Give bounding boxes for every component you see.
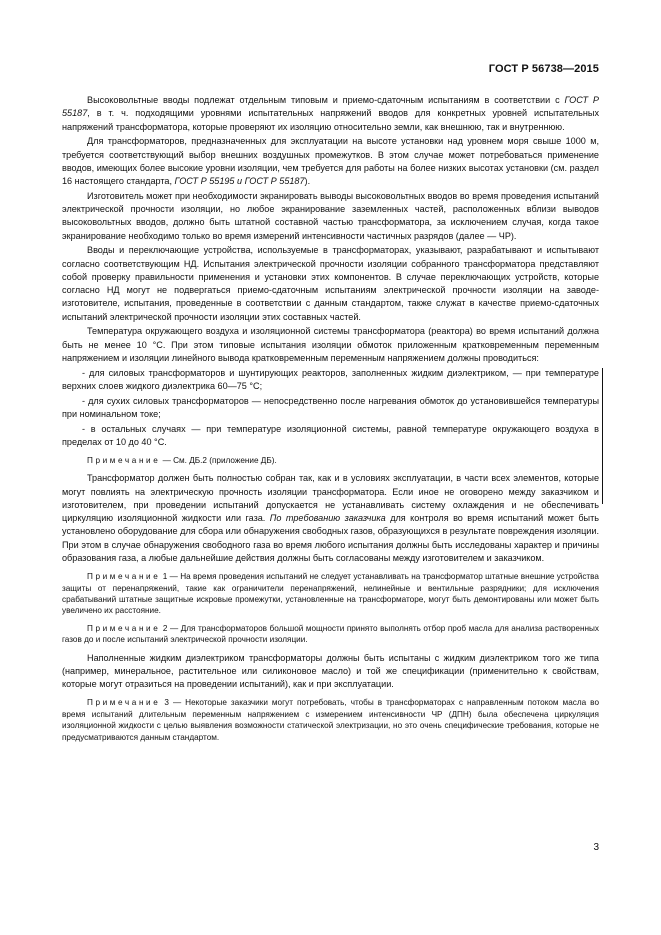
standard-reference: ГОСТ Р 55187: [62, 95, 599, 119]
paragraph-switching-devices: Вводы и переключающие устройства, используемые в трансформаторах, указывают, разрабатывают и испытывают согласно соответствующим НД. Испытания электрической прочности изоляции собранного трансформатора представляют собой проверку правильности применения и установки этих компонентов. В случае переключающих устройств, которые согласно НД могут не подвергаться приемо-сдаточным испытаниям электрической прочности изоляции на заводе-изготовителе, испытания, проведенные в соответствии с данным стандартом, также служат в качестве приемо-сдаточных испытаний электрической прочности изоляции этих составных частей.: [62, 245, 599, 322]
document-body: [62, 94, 599, 749]
note-label: Примечание: [87, 698, 161, 708]
revision-bar: [602, 368, 603, 504]
italic-phrase: По требованию заказчика: [269, 513, 386, 524]
standard-reference: ГОСТ Р 55195 и ГОСТ Р 55187: [174, 176, 305, 186]
paragraph-assembly: Трансформатор должен быть полностью собран так, как и в условиях эксплуатации, в части всех элементов, которые могут повлиять на электрическую прочность изоляции трансформатора. Если иное не оговорено между заказчиком и изготовителем, при проведении испытаний допускается не устанавливать систему охлаждения и не обеспечивать циркуляцию изоляционной жидкости или газа. По требованию заказчика для контроля во время испытаний может быть установлено оборудование для сбора или обнаружения свободных газов, образующихся в результате повреждения изоляции. При этом в случае обнаружения свободного газа во время любого испытания должны быть исследованы характер и причины образования газа, а любые дальнейшие действия должны быть согласованы между изготовителем и заказчиком.: [62, 473, 599, 563]
note: Примечание — См. ДБ.2 (приложение ДБ).: [87, 456, 277, 465]
note: Примечание 3 — Некоторые заказчики могут потребовать, чтобы в трансформаторах с направленным потоком масла во время испытаний длительным переменным напряжением с измерением интенсивности ЧР (ДПН) была обеспечена циркуляция изоляционной жидкости с целью выявления возможности статической электризации, но это очень специфические требования, которые не предусматриваются данным стандартом.: [62, 698, 599, 742]
paragraph-shielding: Изготовитель может при необходимости экранировать выводы высоковольтных вводов во время проведения испытаний электрической прочности изоляции, но любое экранирование заземленных частей, расположенных вблизи выводов высоковольтных вводов, должно быть штатной составной частью трансформатора, за исключением случая, когда такое экранирование необходимо только во время измерений интенсивности частичных разрядов (далее — ЧР).: [62, 190, 599, 241]
paragraph-bushings-tests: Высоковольтные вводы подлежат отдельным типовым и приемо-сдаточным испытаниям в соответствии с ГОСТ Р 55187, в т. ч. подходящими уровнями испытательных напряжений вводов для конкретных уровней испытательных напряжений трансформатора, которые проверяют их изоляцию относительно земли, как внешнюю, так и внутреннюю.: [62, 95, 599, 132]
list-item: - для силовых трансформаторов и шунтирующих реакторов, заполненных жидким диэлектриком, — при температуре верхних слоев жидкого диэлектрика 60—75 °С;: [62, 367, 599, 391]
note-label: Примечание: [87, 572, 161, 582]
paragraph-liquid-filled: Наполненные жидким диэлектриком трансформаторы должны быть испытаны с жидким диэлектриком того же типа (например, минеральное, растительное или силиконовое масло) и той же спецификации (применительно к свойствам, которые могут отразиться на проведении испытаний), как и при эксплуатации.: [62, 652, 599, 690]
paragraph-temperature: Температура окружающего воздуха и изоляционной системы трансформатора (реактора) во время испытаний должна быть не менее 10 °С. При этом типовые испытания изоляции обмоток приложенным кратковременным переменным напряжением и изоляции линейного вывода кратковременным переменным напряжением должны проводиться:: [62, 326, 599, 363]
document-id-header: ГОСТ Р 56738—2015: [488, 63, 599, 75]
page-number: 3: [593, 842, 599, 853]
note-label: Примечание: [87, 623, 161, 633]
list-item: - для сухих силовых трансформаторов — непосредственно после нагревания обмоток до установившейся температуры при номинальном токе;: [62, 395, 599, 419]
note: Примечание 2 — Для трансформаторов большой мощности принято выполнять отбор проб масла для анализа растворенных газов до и после испытаний электрической прочности изоляции.: [62, 623, 599, 645]
paragraph-altitude: Для трансформаторов, предназначенных для эксплуатации на высоте установки над уровнем моря свыше 1000 м, требуется соответствующий выбор внешних воздушных промежутков. В этом случае может потребоваться применение вводов, имеющих более высокие уровни изоляции, чем требуется для работы на более низких высотах установки (см. раздел 16 настоящего стандарта, ГОСТ Р 55195 и ГОСТ Р 55187).: [62, 136, 599, 186]
note: Примечание 1 — На время проведения испытаний не следует устанавливать на трансформатор штатные внешние устройства защиты от перенапряжений, такие как ограничители перенапряжений, нелинейные и вентильные разрядники; для исключения срабатываний штатные защитные искровые промежутки, установленные на трансформаторе, могут быть демонтированы или может быть увеличено их расстояние.: [62, 572, 599, 616]
note-label: Примечание: [87, 456, 161, 465]
list-item: - в остальных случаях — при температуре изоляционной системы, равной температуре окружающего воздуха в пределах от 10 до 40 °С.: [62, 423, 599, 447]
